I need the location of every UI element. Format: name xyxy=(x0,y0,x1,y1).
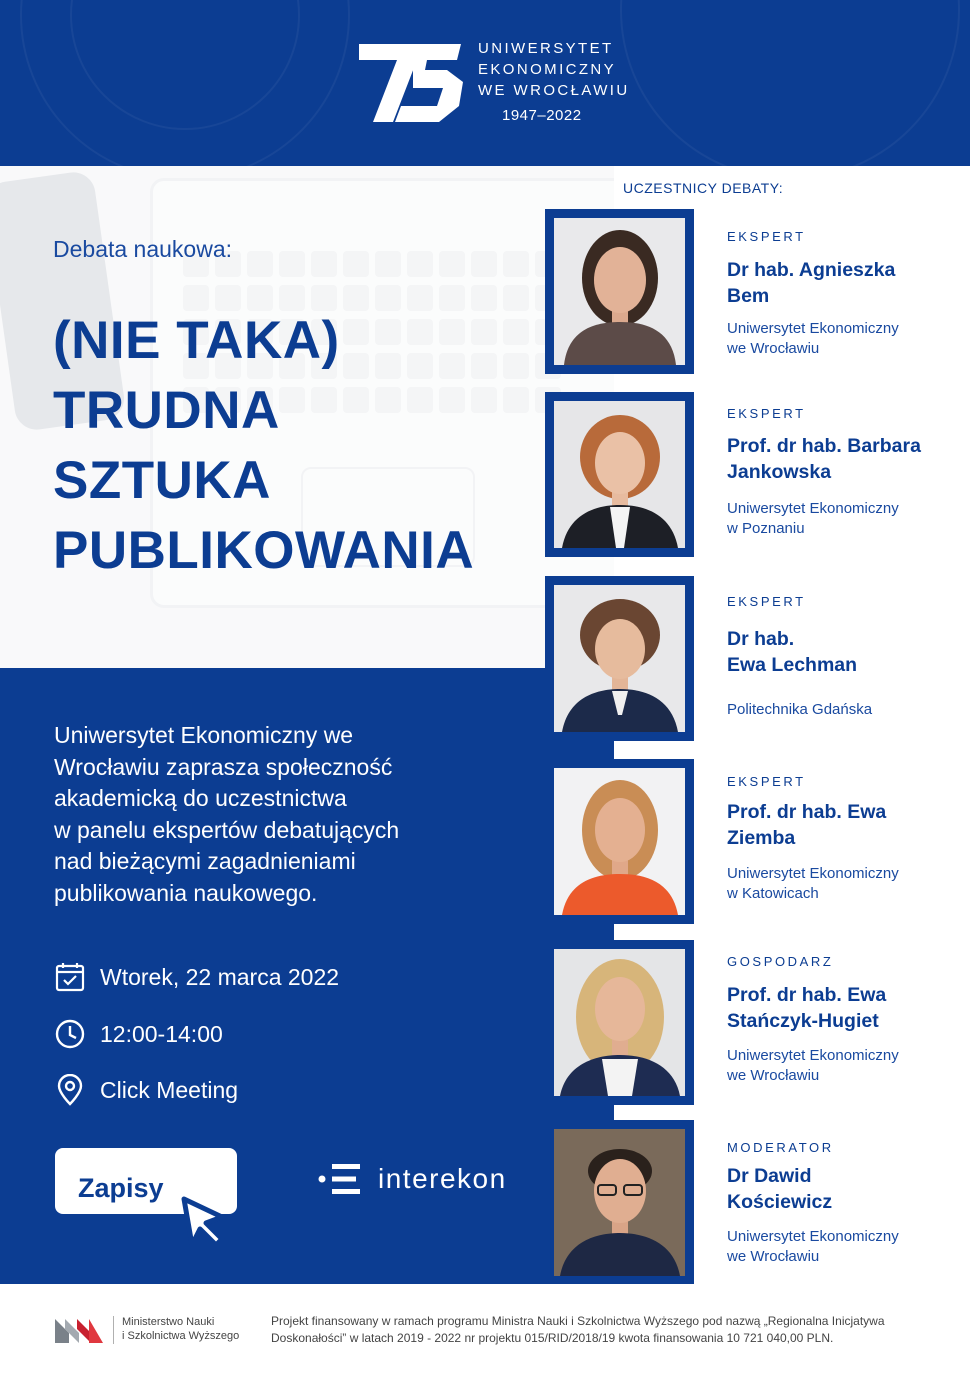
participant-role: EKSPERT xyxy=(727,406,806,421)
info-panel xyxy=(0,668,614,1284)
participant-name xyxy=(727,257,957,309)
logo-75-icon xyxy=(355,40,465,126)
participant-photo-frame xyxy=(545,1120,694,1285)
participant-affiliation-line: w Poznaniu xyxy=(727,520,805,537)
invitation-line: publikowania naukowego. xyxy=(54,879,318,906)
portrait-woman-icon xyxy=(554,401,685,548)
participant-name-line: Jankowska xyxy=(727,461,832,483)
interekon-logo-icon xyxy=(318,1162,362,1196)
invitation-line: Wrocławiu zaprasza społeczność xyxy=(54,753,393,780)
participant-name xyxy=(727,626,957,678)
event-time-text: 12:00-14:00 xyxy=(100,1020,223,1047)
participant-photo xyxy=(554,949,685,1096)
invitation-line: nad bieżącymi zagadnieniami xyxy=(54,848,356,874)
title-line: (NIE TAKA) xyxy=(53,311,340,370)
location-pin-icon xyxy=(54,1074,86,1106)
partner-name: interekon xyxy=(378,1163,507,1194)
title-line: PUBLIKOWANIA xyxy=(53,521,475,580)
ministry-separator xyxy=(113,1316,114,1344)
participant-role: EKSPERT xyxy=(727,594,806,609)
participant-name xyxy=(727,799,957,851)
event-date-text: Wtorek, 22 marca 2022 xyxy=(100,963,340,990)
participant-photo xyxy=(554,585,685,732)
ministry-name-line: i Szkolnictwa Wyższego xyxy=(122,1330,240,1342)
university-line: UNIWERSYTET xyxy=(478,40,614,57)
university-name xyxy=(478,38,630,101)
participant-name-line: Dr hab. xyxy=(727,628,795,650)
participant-affiliation-line: we Wrocławiu xyxy=(727,340,820,357)
university-line: EKONOMICZNY xyxy=(478,61,617,78)
ministry-logo-icon xyxy=(55,1317,103,1343)
participant-name-line: Kościewicz xyxy=(727,1191,833,1213)
portrait-woman-icon xyxy=(554,768,685,915)
participant-name xyxy=(727,1163,957,1215)
participant-name-line: Stańczyk-Hugiet xyxy=(727,1010,879,1032)
participant-name xyxy=(727,433,957,485)
participant-name-line: Ziemba xyxy=(727,827,796,849)
participant-affiliation xyxy=(727,700,957,720)
title-line: SZTUKA xyxy=(53,451,271,510)
participant-role: EKSPERT xyxy=(727,774,806,789)
participant-name-line: Dr hab. Agnieszka xyxy=(727,259,896,281)
footer xyxy=(0,1284,970,1373)
participant-affiliation xyxy=(727,319,957,359)
invitation-line: Uniwersytet Ekonomiczny we xyxy=(54,722,354,748)
portrait-woman-icon xyxy=(554,949,685,1096)
participant-role: MODERATOR xyxy=(727,1140,834,1155)
clock-icon xyxy=(54,1018,86,1050)
hero-section xyxy=(0,166,614,668)
participant-affiliation-line: Uniwersytet Ekonomiczny xyxy=(727,500,899,517)
participant-photo xyxy=(554,768,685,915)
participant-name-line: Prof. dr hab. Barbara xyxy=(727,435,921,457)
participant-affiliation-line: w Katowicach xyxy=(727,885,819,902)
event-platform xyxy=(54,1074,238,1106)
participant-photo-frame xyxy=(545,940,694,1105)
participant-photo xyxy=(554,401,685,548)
cursor-arrow-icon xyxy=(178,1195,234,1251)
university-years: 1947–2022 xyxy=(502,107,582,124)
participant-affiliation-line: Uniwersytet Ekonomiczny xyxy=(727,865,899,882)
participant-affiliation xyxy=(727,499,957,539)
event-title xyxy=(53,306,474,586)
participant-affiliation xyxy=(727,864,957,904)
university-line: WE WROCŁAWIU xyxy=(478,82,630,99)
participant-photo-frame xyxy=(545,759,694,924)
seal-watermark-right xyxy=(620,0,960,166)
participant-name-line: Dr Dawid xyxy=(727,1165,812,1187)
participant-photo-frame xyxy=(545,576,694,741)
participant-affiliation xyxy=(727,1046,957,1086)
participant-name xyxy=(727,982,957,1034)
participant-name-line: Bem xyxy=(727,285,770,307)
participant-affiliation xyxy=(727,1227,957,1267)
participant-affiliation-line: Politechnika Gdańska xyxy=(727,701,873,718)
partner-logo xyxy=(318,1162,507,1196)
participant-photo xyxy=(554,218,685,365)
invitation-line: akademicką do uczestnictwa xyxy=(54,785,347,811)
ministry-name xyxy=(122,1315,239,1343)
register-button[interactable]: Zapisy xyxy=(55,1148,237,1214)
portrait-man-icon xyxy=(554,1129,685,1276)
ministry-name-line: Ministerstwo Nauki xyxy=(122,1316,215,1328)
participant-affiliation-line: we Wrocławiu xyxy=(727,1248,820,1265)
participant-name-line: Prof. dr hab. Ewa xyxy=(727,984,887,1006)
event-platform-text: Click Meeting xyxy=(100,1076,239,1103)
participant-affiliation-line: Uniwersytet Ekonomiczny xyxy=(727,320,899,337)
participant-photo xyxy=(554,1129,685,1276)
portrait-woman-icon xyxy=(554,218,685,365)
event-date xyxy=(54,961,339,993)
calendar-check-icon xyxy=(54,961,86,993)
invitation-line: w panelu ekspertów debatujących xyxy=(54,816,400,843)
participant-name-line: Prof. dr hab. Ewa xyxy=(727,801,887,823)
participant-photo-frame xyxy=(545,209,694,374)
funding-line: Projekt finansowany w ramach programu Ministra Nauki i Szkolnictwa Wyższego pod nazwą „Regionalna Inicjatywa xyxy=(271,1314,885,1328)
funding-line: Doskonałości” w latach 2019 - 2022 nr projektu 015/RID/2018/19 kwota finansowania 10 721 040,00 PLN. xyxy=(271,1331,834,1345)
participant-role: EKSPERT xyxy=(727,229,806,244)
title-line: TRUDNA xyxy=(53,381,280,440)
event-subtitle: Debata naukowa: xyxy=(53,236,233,262)
participant-affiliation-line: Uniwersytet Ekonomiczny xyxy=(727,1047,899,1064)
invitation-text xyxy=(54,720,484,909)
participant-affiliation-line: we Wrocławiu xyxy=(727,1067,820,1084)
portrait-woman-icon xyxy=(554,585,685,732)
participant-affiliation-line: Uniwersytet Ekonomiczny xyxy=(727,1228,899,1245)
header-banner xyxy=(0,0,970,166)
participant-name-line: Ewa Lechman xyxy=(727,654,858,676)
participant-photo-frame xyxy=(545,392,694,557)
participants-label: UCZESTNICY DEBATY: xyxy=(623,180,784,196)
event-time xyxy=(54,1018,223,1050)
funding-note xyxy=(271,1313,961,1347)
participant-role: GOSPODARZ xyxy=(727,954,834,969)
